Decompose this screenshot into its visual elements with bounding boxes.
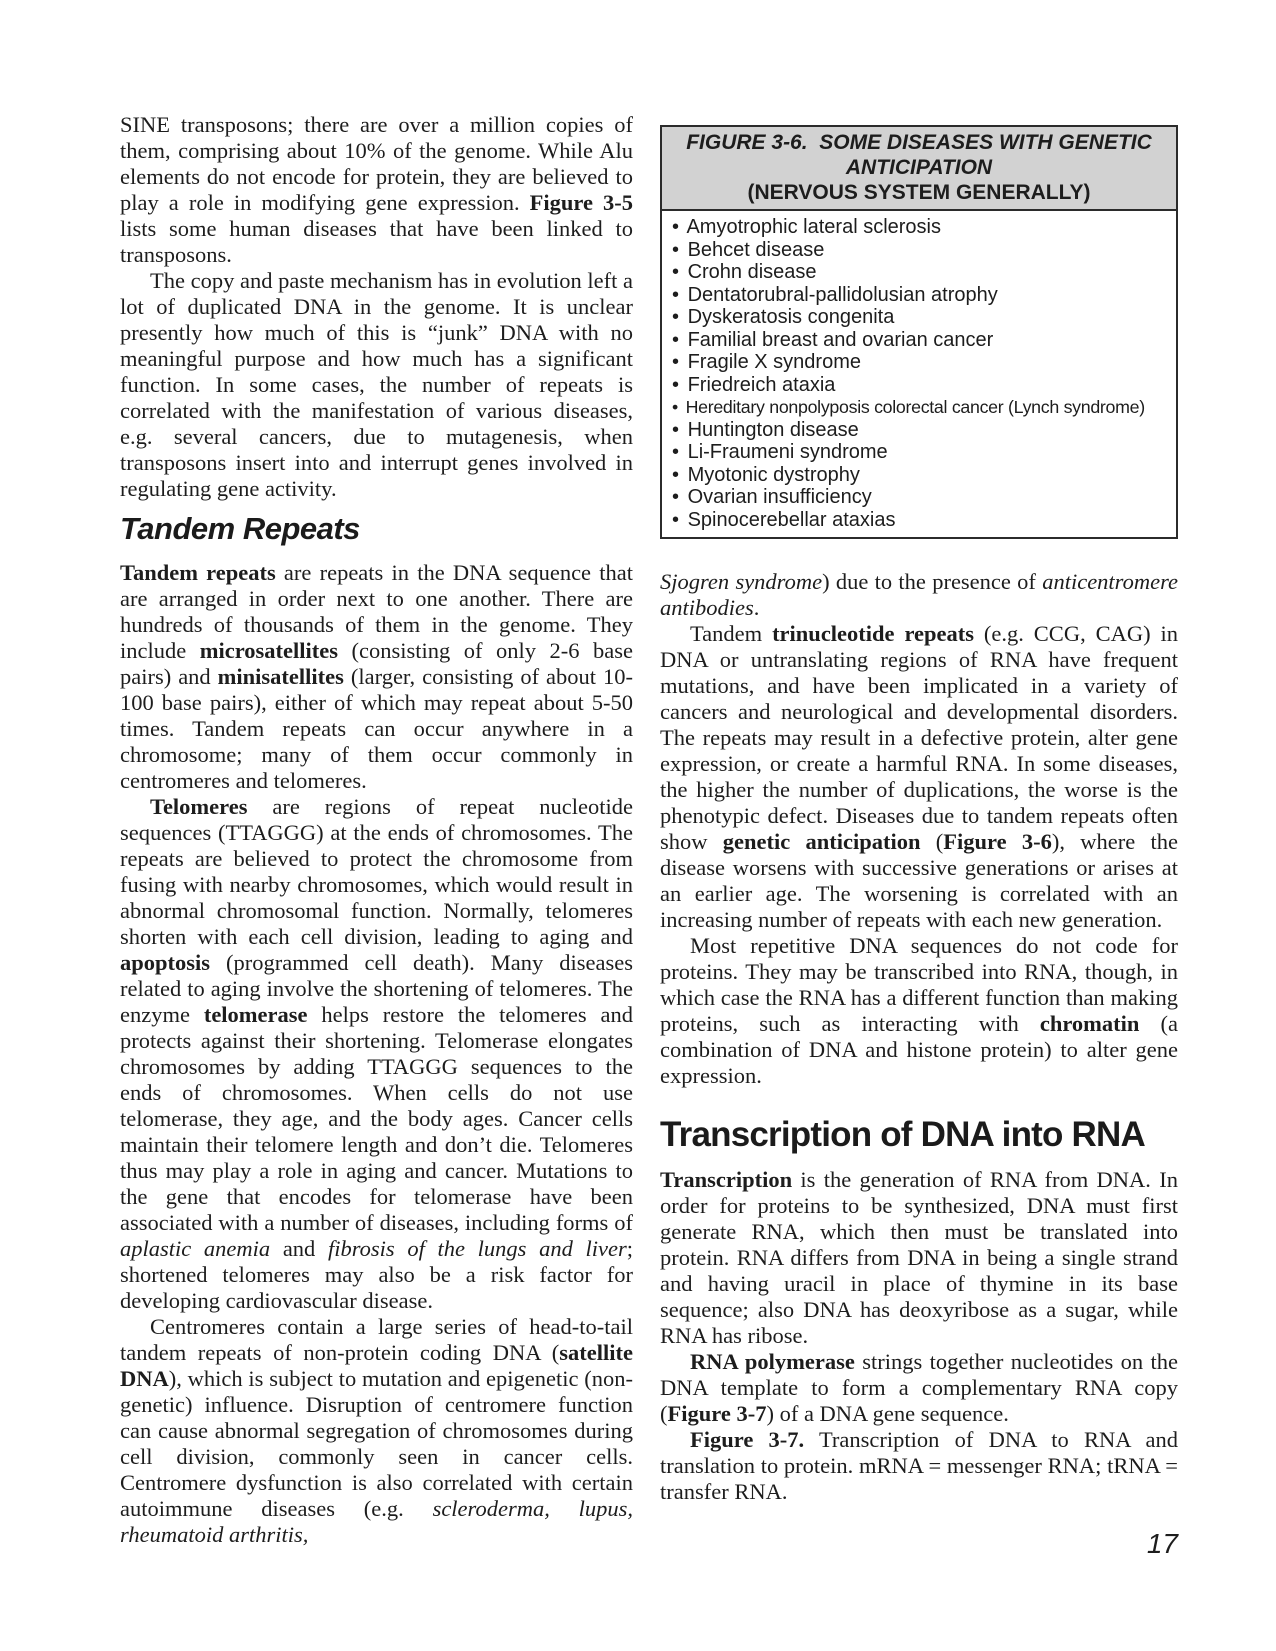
left-column — [120, 112, 633, 1548]
bold-text: Figure 3-6 — [943, 829, 1052, 854]
paragraph — [120, 794, 633, 1314]
figure-list-item-label: Spinocerebellar ataxias — [682, 508, 896, 531]
figure-list-item-label: Li-Fraumeni syndrome — [682, 441, 888, 463]
paragraph — [660, 569, 1178, 621]
italic-text: fibrosis of the lungs and liver — [327, 1236, 627, 1261]
bullet-icon: • — [672, 306, 680, 328]
text: are repeats in the DNA sequence that are arranged in order next to one another. There are hundreds of thousands of them in the genome. They include — [120, 560, 633, 663]
section-heading: Transcription of DNA into RNA — [660, 1115, 1145, 1154]
paragraph — [660, 1427, 1178, 1505]
right-column-text — [660, 569, 1178, 1505]
figure-3-6-box — [660, 125, 1178, 539]
figure-3-6-subtitle: (NERVOUS SYSTEM GENERALLY) — [747, 181, 1091, 204]
text: Most repetitive DNA sequences do not code for proteins. They may be transcribed into RNA, though, in which case the RNA has a different function than making proteins, such as interacting with — [660, 933, 1178, 1036]
figure-3-6-header — [662, 127, 1176, 211]
paragraph — [660, 1167, 1178, 1349]
bullet-icon: • — [672, 328, 680, 351]
figure-list-item — [672, 306, 1170, 329]
figure-list-item — [672, 351, 1170, 374]
text: ) of a DNA gene sequence. — [766, 1401, 1009, 1426]
italic-text: aplastic anemia — [120, 1236, 271, 1261]
italic-text: scleroderma, lupus, rheumatoid arthritis, — [120, 1496, 634, 1547]
text: is the generation of RNA from DNA. In order for proteins to be synthesized, DNA must first generate RNA, which then must be translated into protein. RNA differs from DNA in being a single strand and having uracil in place of thymine in its base sequence; also DNA has deoxyribose as a sugar, while RNA has ribose. — [660, 1167, 1178, 1348]
figure-list-item-label: Ovarian insufficiency — [682, 486, 872, 508]
bold-text: minisatellites — [217, 664, 344, 689]
bullet-icon: • — [672, 397, 678, 417]
text: ; shortened telomeres may also be a risk factor for developing cardiovascular disease. — [120, 1236, 633, 1313]
bold-text: apoptosis — [120, 950, 211, 975]
figure-list-item-label: Amyotrophic lateral sclerosis — [682, 216, 941, 238]
bullet-icon: • — [672, 463, 680, 486]
figure-list-item-label: Hereditary nonpolyposis colorectal cancer (Lynch syndrome) — [680, 397, 1145, 417]
figure-list-item-label: Familial breast and ovarian cancer — [682, 328, 994, 351]
figure-list-item — [672, 464, 1170, 487]
text: ) due to the presence of — [822, 569, 1043, 594]
figure-list-item — [672, 441, 1170, 464]
figure-list-item-label: Crohn disease — [682, 261, 817, 283]
text: ), where the disease worsens with successive generations or arises at an earlier age. The worsening is correlated with an increasing number of repeats with each new generation. — [660, 829, 1178, 932]
paragraph — [120, 1314, 633, 1548]
text: (programmed cell death). Many diseases related to aging involve the shortening of telomeres. The enzyme — [120, 950, 633, 1027]
bullet-icon: • — [672, 441, 680, 463]
bullet-icon: • — [672, 351, 680, 373]
italic-text: anticentromere antibodies — [660, 569, 1178, 620]
bullet-icon: • — [672, 486, 680, 508]
bold-text: Figure 3-7. — [690, 1427, 805, 1452]
figure-list-item — [672, 509, 1170, 532]
figure-3-6-list — [662, 211, 1176, 537]
bold-text: telomerase — [203, 1002, 308, 1027]
bold-text: trinucleotide repeats — [772, 621, 975, 646]
paragraph — [660, 933, 1178, 1089]
figure-list-item — [672, 216, 1170, 239]
bold-text: Transcription — [660, 1167, 793, 1192]
figure-3-6-title: FIGURE 3-6. SOME DISEASES WITH GENETIC ANTICIPATION — [686, 131, 1152, 179]
bullet-icon: • — [672, 238, 680, 261]
italic-text: Sjogren syndrome — [660, 569, 823, 594]
figure-list-item-label: Fragile X syndrome — [682, 351, 861, 373]
bullet-icon: • — [672, 373, 680, 396]
text: and — [270, 1236, 328, 1261]
paragraph — [120, 560, 633, 794]
bold-text: Tandem repeats — [120, 560, 276, 585]
figure-list-item — [672, 396, 1170, 419]
text: Centromeres contain a large series of head-to-tail tandem repeats of non-protein coding DNA ( — [120, 1314, 633, 1365]
text: lists some human diseases that have been linked to transposons. — [120, 216, 633, 267]
right-column — [660, 112, 1178, 1548]
page-number: 17 — [1146, 1528, 1178, 1559]
bold-text: Figure 3-5 — [529, 190, 633, 215]
text: (e.g. CCG, CAG) in DNA or untranslating regions of RNA have frequent mutations, and have been implicated in a variety of cancers and neurological and developmental disorders. The repeats may result in a defective protein, alter gene expression, or create a harmful RNA. In some diseases, the higher the number of duplications, the worse is the phenotypic defect. Diseases due to tandem repeats often show — [660, 621, 1178, 854]
figure-list-item-label: Dyskeratosis congenita — [682, 306, 895, 328]
text: strings together nucleotides on the DNA template to form a complementary RNA copy ( — [660, 1349, 1178, 1426]
bullet-icon: • — [672, 216, 680, 238]
text: ), which is subject to mutation and epigenetic (non-genetic) influence. Disruption of centromere function can cause abnormal segregation of chromosomes during cell division, commonly seen in cancer cells. Centromere dysfunction is also correlated with certain autoimmune diseases (e.g. — [120, 1366, 633, 1521]
figure-list-item-label: Behcet disease — [682, 238, 825, 261]
figure-list-item — [672, 239, 1170, 262]
bold-text: genetic anticipation — [722, 829, 921, 854]
text-columns — [120, 112, 1178, 1548]
text: (larger, consisting of about 10-100 base pairs), either of which may repeat about 5-50 times. Tandem repeats can occur anywhere in a chromosome; many of them occur commonly in centromeres and telomeres. — [120, 664, 634, 793]
subsection-heading: Tandem Repeats — [120, 511, 360, 546]
bullet-icon: • — [672, 418, 680, 441]
figure-list-item-label: Dentatorubral-pallidolusian atrophy — [682, 283, 998, 306]
bold-text: Telomeres — [150, 794, 248, 819]
figure-list-item — [672, 419, 1170, 442]
text: ( — [920, 829, 944, 854]
figure-list-item-label: Friedreich ataxia — [682, 373, 836, 396]
paragraph — [660, 1349, 1178, 1427]
text: (consisting of only 2-6 base pairs) and — [120, 638, 633, 689]
paragraph — [660, 621, 1178, 933]
text: Tandem — [690, 621, 773, 646]
bold-text: Figure 3-7 — [667, 1401, 767, 1426]
figure-list-item — [672, 374, 1170, 397]
figure-list-item-label: Huntington disease — [682, 418, 859, 441]
paragraph — [120, 112, 633, 268]
bold-text: chromatin — [1039, 1011, 1140, 1036]
paragraph — [120, 268, 633, 502]
bold-text: microsatellites — [199, 638, 339, 663]
bold-text: RNA polymerase — [690, 1349, 855, 1374]
text: helps restore the telomeres and protects against their shortening. Telomerase elongates chromosomes by adding TTAGGG sequences to the ends of chromosomes. When cells do not use telomerase, they age, and the body ages. Cancer cells maintain their telomere length and don’t die. Telomeres thus may play a role in aging and cancer. Mutations to the gene that encodes for telomerase have been associated with a number of diseases, including forms of — [120, 1002, 633, 1235]
figure-list-item-label: Myotonic dystrophy — [682, 463, 860, 486]
text: . — [753, 595, 760, 620]
text: (a combination of DNA and histone protein) to alter gene expression. — [660, 1011, 1179, 1088]
bold-text: satellite DNA — [120, 1340, 633, 1391]
text: Transcription of DNA to RNA and translation to protein. mRNA = messenger RNA; tRNA = transfer RNA. — [660, 1427, 1178, 1504]
text: SINE transposons; there are over a million copies of them, comprising about 10% of the genome. While Alu elements do not encode for protein, they are believed to play a role in modifying gene expression. — [120, 112, 633, 215]
bullet-icon: • — [672, 261, 680, 283]
text: are regions of repeat nucleotide sequences (TTAGGG) at the ends of chromosomes. The repeats are believed to protect the chromosome from fusing with nearby chromosomes, which would result in abnormal chromosomal function. Normally, telomeres shorten with each cell division, leading to aging and — [120, 794, 633, 949]
bullet-icon: • — [672, 283, 680, 306]
figure-list-item — [672, 329, 1170, 352]
figure-list-item — [672, 261, 1170, 284]
text: The copy and paste mechanism has in evolution left a lot of duplicated DNA in the genome. It is unclear presently how much of this is “junk” DNA with no meaningful purpose and how much has a significant function. In some cases, the number of repeats is correlated with the manifestation of various diseases, e.g. several cancers, due to mutagenesis, when transposons insert into and interrupt genes involved in regulating gene activity. — [120, 268, 633, 501]
figure-list-item — [672, 486, 1170, 509]
figure-list-item — [672, 284, 1170, 307]
bullet-icon: • — [672, 508, 680, 531]
